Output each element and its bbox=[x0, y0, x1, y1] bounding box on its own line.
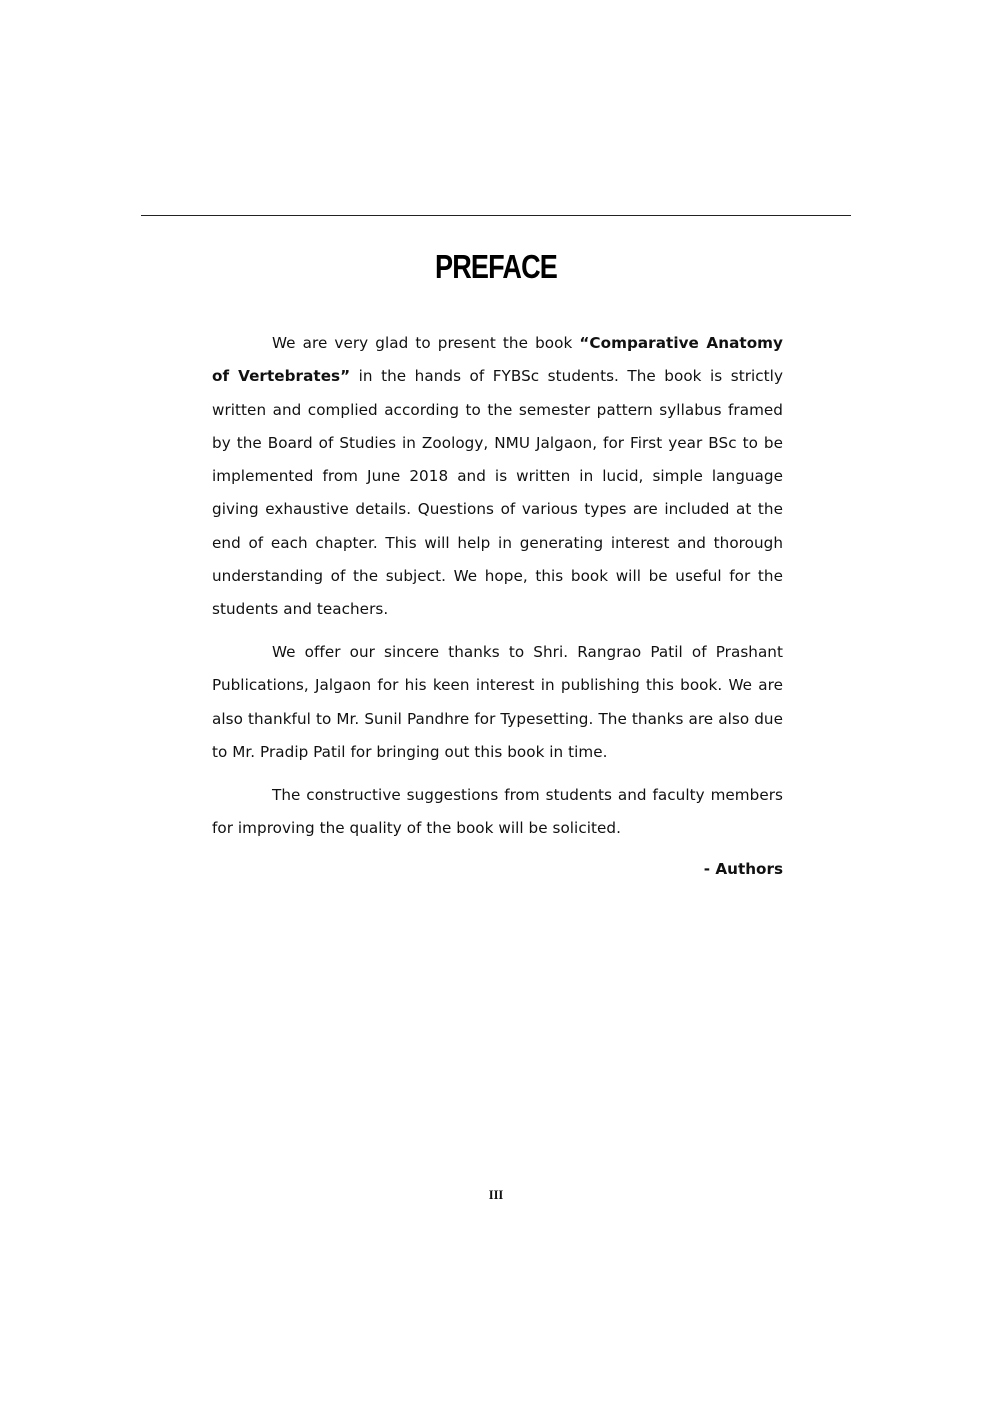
top-divider bbox=[141, 215, 851, 216]
paragraph-2: We offer our sincere thanks to Shri. Rangrao Patil of Prashant Publications, Jalgaon for his keen interest in publishing this book. We are also thankful to Mr. Sunil Pandhre for Typesetting. The thanks are also due to Mr. Pradip Patil for bringing out this book in time. bbox=[212, 643, 783, 762]
page-number: III bbox=[488, 1188, 504, 1202]
paragraph-1-intro: We are very glad to present the book bbox=[272, 334, 580, 352]
page-title: PREFACE bbox=[434, 248, 558, 285]
paragraph-1-rest: in the hands of FYBSc students. The book is strictly written and complied according to the semester pattern syllabus framed by the Board of Studies in Zoology, NMU Jalgaon, for First year BSc to be implemented from June 2018 and is written in lucid, simple language giving exhaustive details. Questions of various types are included at the end of each chapter. This will help in generating interest and thorough understanding of the subject. We hope, this book will be useful for the students and teachers. bbox=[212, 367, 783, 619]
paragraph-1 bbox=[212, 327, 783, 627]
book-title: “Comparative Anatomy of Vertebrates” bbox=[212, 334, 784, 386]
authors-signoff: - Authors bbox=[703, 860, 783, 878]
preface-body bbox=[212, 327, 783, 855]
paragraph-3: The constructive suggestions from students and faculty members for improving the quality of the book will be solicited. bbox=[212, 785, 783, 838]
